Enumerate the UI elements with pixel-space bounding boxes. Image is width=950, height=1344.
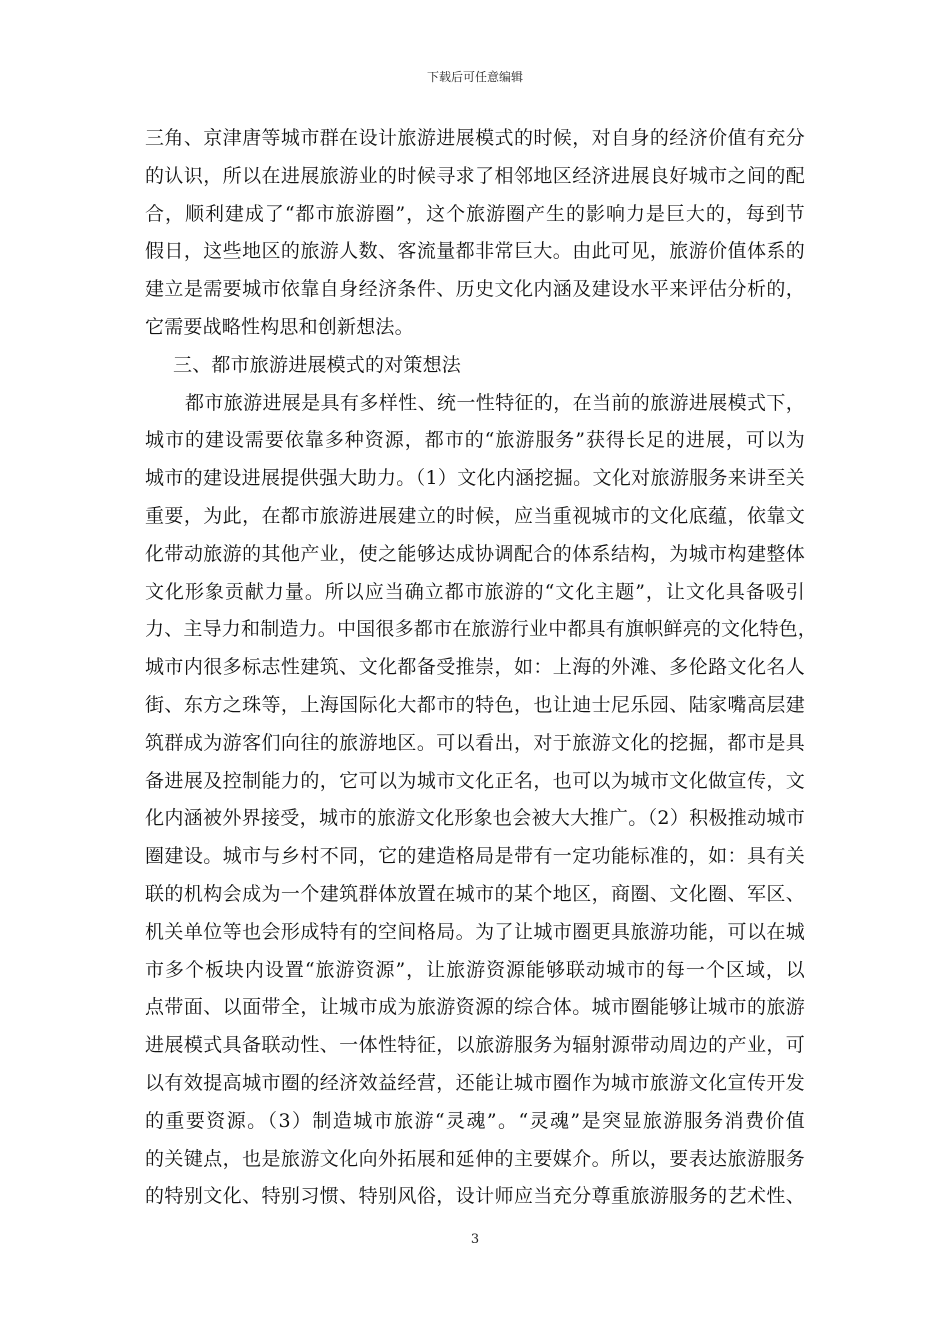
text-line: 街、东方之珠等，上海国际化大都市的特色，也让迪士尼乐园、陆家嘴高层建 xyxy=(145,693,805,716)
text-line: 假日，这些地区的旅游人数、客流量都非常巨大。由此可见，旅游价值体系的 xyxy=(145,240,805,263)
document-body xyxy=(145,120,818,1216)
text-line: 点带面、以面带全，让城市成为旅游资源的综合体。城市圈能够让城市的旅游 xyxy=(145,996,805,1019)
section-heading: 三、都市旅游进展模式的对策想法 xyxy=(173,353,462,376)
text-line: 城市内很多标志性建筑、文化都备受推崇，如：上海的外滩、多伦路文化名人 xyxy=(145,656,805,679)
text-line: 机关单位等也会形成特有的空间格局。为了让城市圈更具旅游功能，可以在城 xyxy=(145,920,805,943)
paragraph-body xyxy=(145,385,818,1217)
text-line: 的认识，所以在进展旅游业的时候寻求了相邻地区经济进展良好城市之间的配 xyxy=(145,164,805,187)
page-number: 3 xyxy=(470,1232,480,1247)
text-line: 以有效提高城市圈的经济效益经营，还能让城市圈作为城市旅游文化宣传开发 xyxy=(145,1071,805,1094)
text-line: 化内涵被外界接受，城市的旅游文化形象也会被大大推广。（2）积极推动城市 xyxy=(145,807,805,830)
text-line: 力、主导力和制造力。中国很多都市在旅游行业中都具有旗帜鲜亮的文化特色， xyxy=(145,618,818,641)
text-line: 市多个板块内设置“旅游资源”，让旅游资源能够联动城市的每一个区域，以 xyxy=(145,958,805,981)
text-line: 建立是需要城市依靠自身经济条件、历史文化内涵及建设水平来评估分析的， xyxy=(145,278,805,301)
text-line: 进展模式具备联动性、一体性特征，以旅游服务为辐射源带动周边的产业，可 xyxy=(145,1034,805,1057)
text-line: 筑群成为游客们向往的旅游地区。可以看出，对于旅游文化的挖掘，都市是具 xyxy=(145,731,805,754)
text-line: 联的机构会成为一个建筑群体放置在城市的某个地区，商圈、文化圈、军区、 xyxy=(145,882,805,905)
text-line: 化带动旅游的其他产业，使之能够达成协调配合的体系结构，为城市构建整体 xyxy=(145,542,805,565)
text-line: 的关键点，也是旅游文化向外拓展和延伸的主要媒介。所以，要表达旅游服务 xyxy=(145,1147,805,1170)
paragraph-continuation xyxy=(145,120,805,347)
text-line: 的特别文化、特别习惯、特别风俗，设计师应当充分尊重旅游服务的艺术性、 xyxy=(145,1185,805,1208)
text-line: 它需要战略性构思和创新想法。 xyxy=(145,315,414,338)
text-line: 都市旅游进展是具有多样性、统一性特征的，在当前的旅游进展模式下， xyxy=(185,391,805,414)
text-line: 的重要资源。（3）制造城市旅游“灵魂”。“灵魂”是突显旅游服务消费价值 xyxy=(145,1109,805,1132)
page-header: 下载后可任意编辑 xyxy=(426,70,523,84)
text-line: 合，顺利建成了“都市旅游圈”，这个旅游圈产生的影响力是巨大的，每到节 xyxy=(145,202,805,225)
text-line: 城市的建设进展提供强大助力。（1）文化内涵挖掘。文化对旅游服务来讲至关 xyxy=(145,467,805,490)
text-line: 城市的建设需要依靠多种资源，都市的“旅游服务”获得长足的进展，可以为 xyxy=(145,429,805,452)
text-line: 重要，为此，在都市旅游进展建立的时候，应当重视城市的文化底蕴，依靠文 xyxy=(145,504,805,527)
text-line: 文化形象贡献力量。所以应当确立都市旅游的“文化主题”，让文化具备吸引 xyxy=(145,580,805,603)
text-line: 三角、京津唐等城市群在设计旅游进展模式的时候，对自身的经济价值有充分 xyxy=(145,127,805,149)
text-line: 圈建设。城市与乡村不同，它的建造格局是带有一定功能标准的，如：具有关 xyxy=(145,845,805,868)
text-line: 备进展及控制能力的，它可以为城市文化正名，也可以为城市文化做宣传，文 xyxy=(145,769,805,792)
